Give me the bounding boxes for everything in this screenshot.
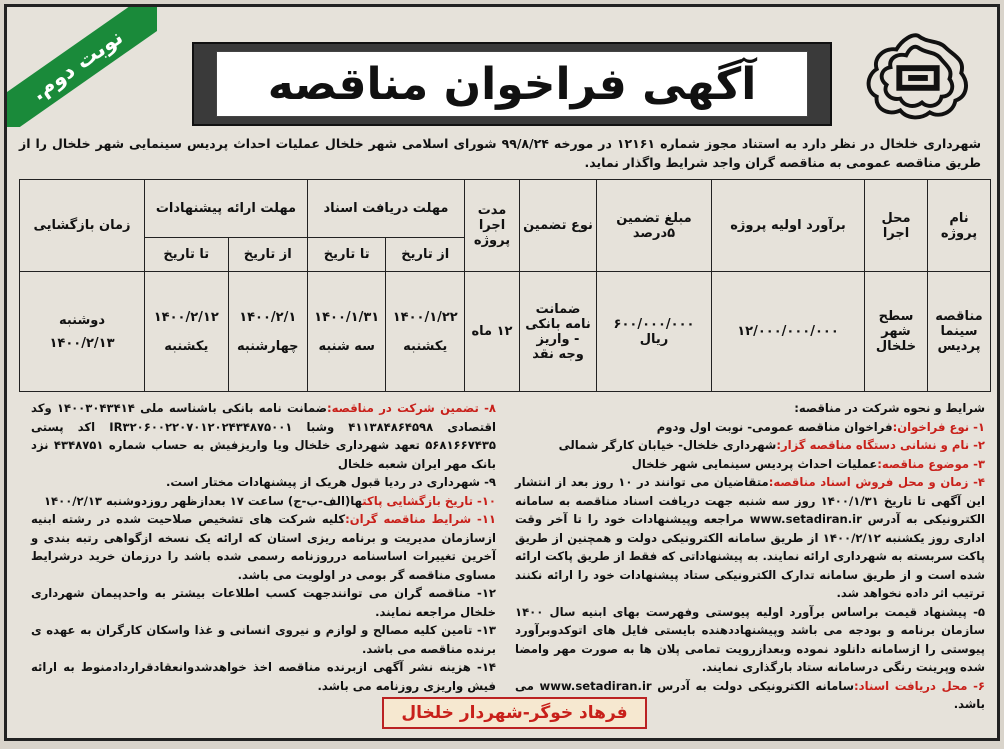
th-project-name: نام پروژه bbox=[928, 180, 991, 272]
th-opening: زمان بازگشایی bbox=[20, 180, 145, 272]
ribbon-label: نوبت دوم. bbox=[7, 7, 157, 127]
intro-paragraph: شهرداری خلخال در نظر دارد به استناد مجوز شماره ۱۲۱۶۱ در مورخه ۹۹/۸/۲۴ شورای اسلامی شهر خلخال عملیات احداث پردیس سینمایی شهر خلخال را از طریق مناقصه عمومی به مناقصه گران واجد شرایط واگذار نماید. bbox=[19, 136, 982, 170]
doc-to-date: ۱۴۰۰/۱/۳۱ bbox=[314, 309, 380, 325]
cell-location: سطح شهر خلخال bbox=[865, 272, 928, 392]
condition-item-6: ۶- محل دریافت اسناد:سامانه الکترونیکی دولت به آدرس www.setadiran.ir می باشد. bbox=[515, 678, 985, 711]
header bbox=[7, 7, 997, 129]
th-doc-period: مهلت دریافت اسناد bbox=[307, 180, 464, 238]
condition-item-1: ۱- نوع فراخوان:فراخوان مناقصه عمومی- نوبت اول ودوم bbox=[656, 419, 985, 434]
table-row bbox=[20, 272, 991, 392]
cell-duration: ۱۲ ماه bbox=[465, 272, 520, 392]
conditions-heading: شرایط و نحوه شرکت در مناقصه: bbox=[794, 401, 985, 415]
condition-item-2: ۲- نام و نشانی دستگاه مناقصه گزار:شهرداری خلخال- خیابان کارگر شمالی bbox=[558, 438, 985, 452]
condition-item-13: ۱۳- تامین کلیه مصالح و لوازم و نیروی انسانی و غذا واسکان کارگران به عهده ی برنده مناقصه می باشد. bbox=[31, 623, 496, 656]
th-offer-period: مهلت ارائه پیشنهادات bbox=[145, 180, 308, 238]
conditions-left-column bbox=[31, 399, 496, 695]
cell-offer-to bbox=[145, 272, 229, 392]
condition-item-9: ۹- شهرداری در ردیا قبول هریک از پیشنهادات مختار است. bbox=[166, 475, 496, 489]
cell-deposit: ۶۰۰/۰۰۰/۰۰۰ ریال bbox=[597, 272, 712, 392]
offer-to-day: یکشنبه bbox=[164, 338, 209, 354]
th-guarantee-type: نوع تضمین bbox=[520, 180, 597, 272]
th-estimate: برآورد اولیه پروژه bbox=[712, 180, 865, 272]
condition-item-10: ۱۰- تاریخ بازگشایی پاکتها(الف-ب-ج) ساعت ۱۷ بعدازظهر روزدوشنبه ۱۴۰۰/۲/۱۳ bbox=[43, 493, 496, 508]
offer-to-date: ۱۴۰۰/۲/۱۲ bbox=[153, 309, 219, 325]
page-title: آگهی فراخوان مناقصه bbox=[216, 51, 808, 117]
condition-item-8: ۸- تضمین شرکت در مناقصه:ضمانت نامه بانکی باشناسه ملی ۱۴۰۰۳۰۴۳۴۱۴ وکد اقتصادی ۴۱۱۳۸۴۸۶۴۵۹۸ وشبا IR۳۲۰۶۰۰۲۲۰۷۰۱۲۰۲۴۳۴۸۷۵۰۰۱ اکد پستی ۵۶۸۱۶۶۷۴۳۵ تعهد شهرداری خلخال ویا واریزفیش به حساب شماره ۴۳۴۸۷۵۱ نزد بانک مهر ایران شعبه خلخال bbox=[31, 401, 496, 471]
condition-item-12: ۱۲- مناقصه گران می توانندجهت کسب اطلاعات بیشتر به واحدپیمان شهرداری خلخال مراجعه نمایند. bbox=[31, 586, 496, 619]
condition-item-14: ۱۴- هزینه نشر آگهی ازبرنده مناقصه اخذ خواهدشدوانعقادقراردادمنوط به ارائه فیش واریزی روزنامه می باشد. bbox=[31, 660, 496, 693]
municipality-logo-icon bbox=[859, 29, 977, 124]
opening-date: ۱۴۰۰/۲/۱۳ bbox=[49, 335, 115, 351]
th-offer-to: تا تاریخ bbox=[145, 238, 229, 272]
tender-table bbox=[19, 179, 991, 392]
th-duration: مدت اجرا پروژه bbox=[465, 180, 520, 272]
second-round-ribbon bbox=[7, 7, 157, 127]
doc-from-date: ۱۴۰۰/۱/۲۲ bbox=[392, 309, 458, 325]
condition-item-4: ۴- زمان و محل فروش اسناد مناقصه:متقاضیان می توانند در ۱۰ روز بعد از انتشار این آگهی تا تاریخ ۱۴۰۰/۱/۳۱ روز سه شنبه جهت دریافت اسناد مناقصه به سامانه الکترونیکی به آدرس www.setadiran.ir مراجعه وپیشنهادات خود را تا آخر وقت اداری روز یکشنبه ۱۴۰۰/۲/۱۲ از طریق سامانه الکترونیکی دولت و همچنین از طریق پاکت سربسته به شهرداری ارائه نمایند. به پیشنهاداتی که فقط از طریق پاکت ارائه شده است و از طریق سامانه تدارک الکترونیکی ستاد پیشنهادات خود را ارائه نکنند ترتیب اثر داده نخواهد شد. bbox=[515, 475, 986, 600]
cell-guarantee-type: ضمانت نامه بانکی - واریز وجه نقد bbox=[520, 272, 597, 392]
condition-item-3: ۳- موضوع مناقصه:عملیات احداث پردیس سینمایی شهر خلخال bbox=[631, 456, 985, 471]
title-band bbox=[192, 42, 832, 126]
doc-from-day: یکشنبه bbox=[403, 338, 448, 354]
cell-doc-to bbox=[307, 272, 386, 392]
th-doc-from: از تاریخ bbox=[386, 238, 465, 272]
opening-day: دوشنبه bbox=[58, 312, 106, 328]
th-offer-from: از تاریخ bbox=[228, 238, 307, 272]
cell-project-name: مناقصه سینما پردیس bbox=[928, 272, 991, 392]
offer-from-date: ۱۴۰۰/۲/۱ bbox=[239, 309, 297, 325]
th-doc-to: تا تاریخ bbox=[307, 238, 386, 272]
doc-to-day: سه شنبه bbox=[318, 338, 375, 354]
tender-advertisement bbox=[4, 4, 1000, 741]
mayor-signature: فرهاد خوگر-شهردار خلخال bbox=[382, 697, 647, 729]
condition-item-11: ۱۱- شرایط مناقصه گران:کلیه شرکت های تشخیص صلاحیت شده در رشته ابنیه ازسازمان مدیریت و برنامه ریزی استان که ارائه یک نسخه ازگواهی رتبه بندی و آخرین تغییرات اساسنامه درروزنامه رسمی شده باشد را درزمان خرید درشرایط مساوی مناقصه گر بومی در اولویت می باشد. bbox=[31, 512, 496, 582]
conditions-right-column bbox=[515, 399, 985, 714]
offer-from-day: چهارشنبه bbox=[236, 338, 299, 354]
cell-opening bbox=[20, 272, 145, 392]
condition-item-5: ۵- پیشنهاد قیمت براساس برآورد اولیه پیوستی وفهرست بهای ابنیه سال ۱۴۰۰ سازمان برنامه و بودجه می باشد وپیشنهاددهنده بایستی فایل های اتوکدوبرآورد پیوستی را ازسامانه دانلود نموده وبعدازرویت تمامی پلان ها به صورت مهر وامضا شده وپرینت رنگی درسامانه ستاد بارگذاری نمایند. bbox=[515, 604, 985, 674]
cell-offer-from bbox=[228, 272, 307, 392]
cell-estimate: ۱۲/۰۰۰/۰۰۰/۰۰۰ bbox=[712, 272, 865, 392]
cell-doc-from bbox=[386, 272, 465, 392]
th-location: محل اجرا bbox=[865, 180, 928, 272]
th-deposit: مبلغ تضمین ۵درصد bbox=[597, 180, 712, 272]
